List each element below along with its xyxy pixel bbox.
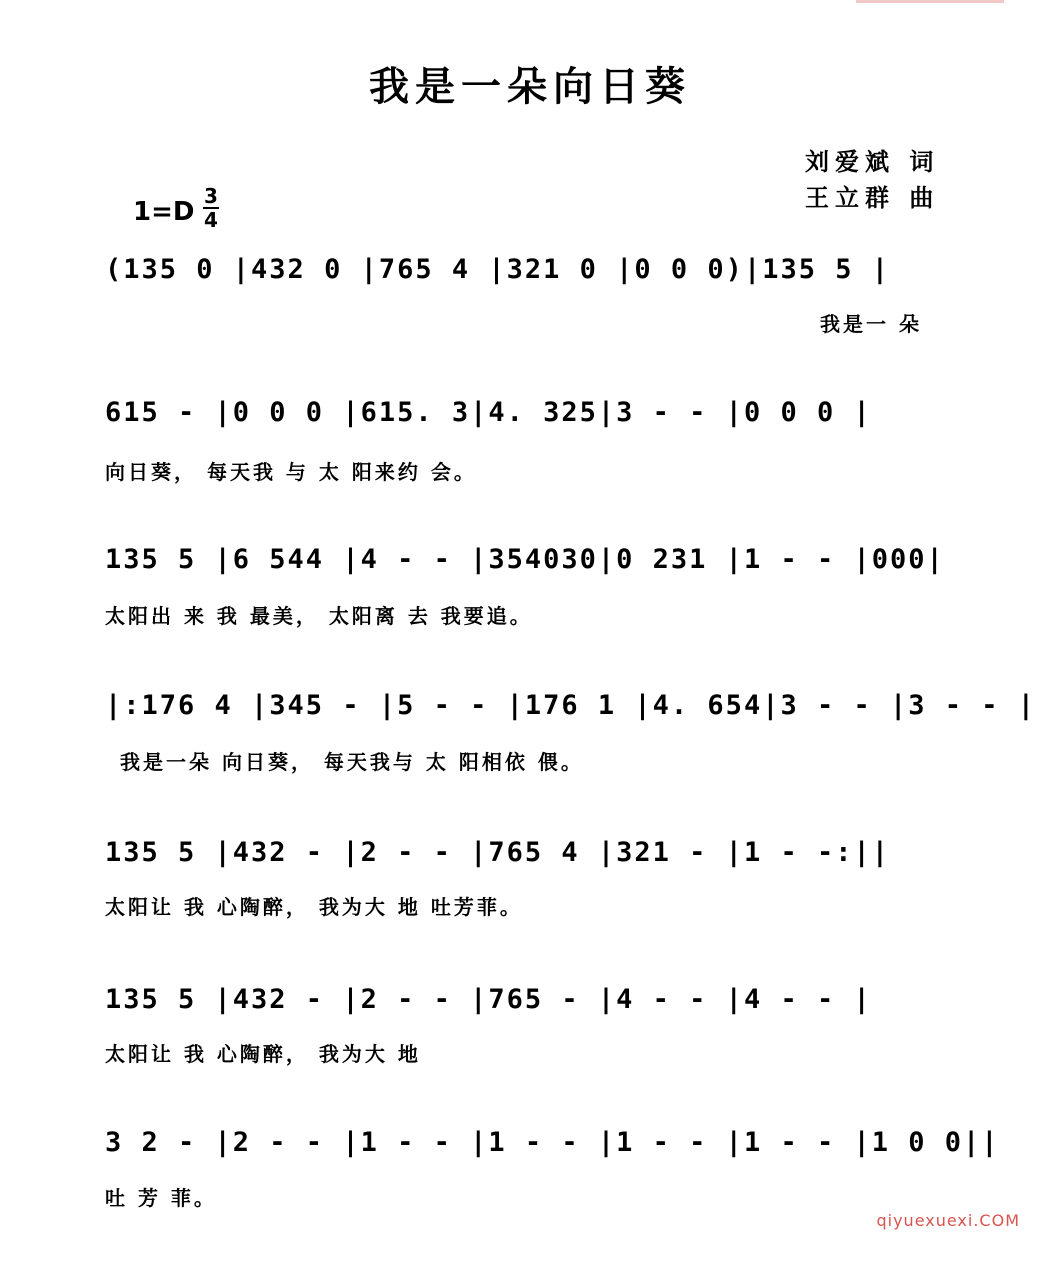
lyric-row-5: 太阳让 我 心陶醉， 我为大 地 吐芳菲。 <box>105 895 523 919</box>
notation-row-3: 135 5 |6 544 |4 - - |354030|0 231 |1 - - |000| <box>105 544 945 575</box>
time-signature <box>203 185 219 231</box>
notation-row-2: 615 - |0 0 0 |615. 3|4. 325|3 - - |0 0 0 | <box>105 397 872 428</box>
lyric-row-4: 我是一朵 向日葵， 每天我与 太 阳相依 偎。 <box>120 750 584 774</box>
key-signature: 1=D <box>133 197 195 227</box>
top-right-accent <box>856 0 1004 3</box>
notation-row-6: 135 5 |432 - |2 - - |765 - |4 - - |4 - - | <box>105 984 872 1015</box>
lyric-row-7: 吐 芳 菲。 <box>105 1186 217 1210</box>
notation-row-1: (135 0 |432 0 |765 4 |321 0 |0 0 0)|135 5 | <box>105 254 890 285</box>
notation-row-5: 135 5 |432 - |2 - - |765 4 |321 - |1 - -:|| <box>105 837 890 868</box>
time-signature-bottom: 4 <box>204 208 218 232</box>
composer-credit: 王立群 曲 <box>805 184 940 212</box>
site-watermark: qiyuexuexi.COM <box>876 1211 1020 1230</box>
notation-row-7: 3 2 - |2 - - |1 - - |1 - - |1 - - |1 - - |1 0 0|| <box>105 1127 1000 1158</box>
lyricist-credit: 刘爱斌 词 <box>805 148 940 176</box>
lyric-row-3: 太阳出 来 我 最美， 太阳离 去 我要追。 <box>105 604 533 628</box>
notation-row-4: |:176 4 |345 - |5 - - |176 1 |4. 654|3 - - |3 - - | <box>105 690 1037 721</box>
lyric-row-6: 太阳让 我 心陶醉， 我为大 地 <box>105 1042 421 1066</box>
lyric-row-1: 我是一 朵 <box>820 312 922 336</box>
song-title: 我是一朵向日葵 <box>369 63 691 110</box>
time-signature-top: 3 <box>204 184 218 208</box>
lyric-row-2: 向日葵， 每天我 与 太 阳来约 会。 <box>105 460 477 484</box>
